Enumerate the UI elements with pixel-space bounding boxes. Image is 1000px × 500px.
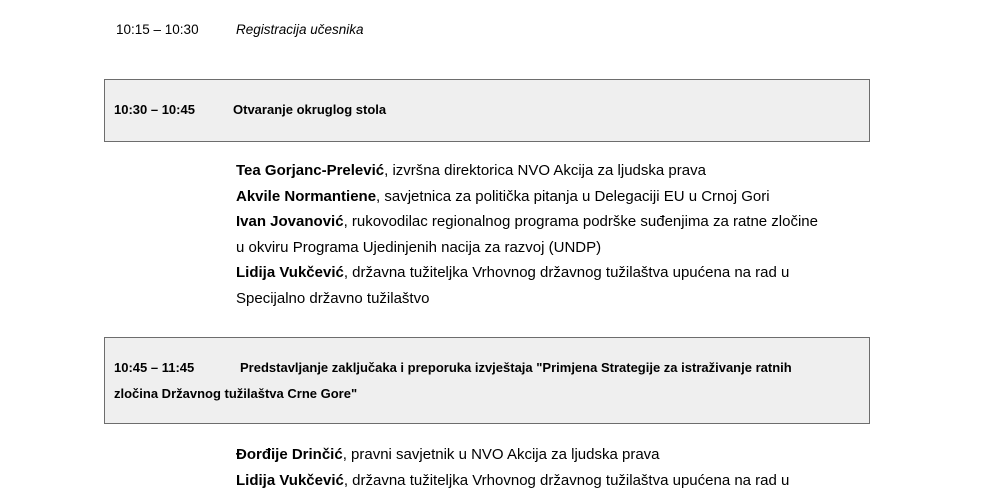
speaker-role: , državna tužiteljka Vrhovnog državnog tužilaštva upućena na rad u [343, 264, 790, 281]
speakers-list-opening [236, 158, 818, 311]
speaker-line [236, 158, 818, 184]
speaker-name: Akvile Normantiene [236, 187, 377, 205]
speaker-role: , pravni savjetnik u NVO Akcija za ljudska prava [342, 446, 660, 463]
speaker-name: Ivan Jovanović [236, 213, 344, 230]
speaker-name: Lidija Vukčević [236, 471, 344, 489]
speaker-role: , državna tužiteljka Vrhovnog državnog tužilaštva upućena na rad u [343, 471, 790, 489]
session-box-presentation [104, 337, 870, 424]
speaker-line [236, 184, 818, 210]
speaker-line [236, 209, 818, 235]
speaker-line [236, 260, 818, 286]
speaker-name: Đorđije Drinčić [236, 446, 343, 463]
session-box-opening [104, 79, 870, 142]
session-time-registration: 10:15 – 10:30 [116, 22, 199, 37]
speaker-name: Tea Gorjanc-Prelević [236, 162, 385, 179]
speaker-line-continuation: Specijalno državno tužilaštvo [236, 289, 430, 307]
speaker-role: , rukovodilac regionalnog programa podrške suđenjima za ratne zločine [343, 213, 818, 230]
speaker-line [236, 442, 789, 468]
session-title-opening: Otvaranje okruglog stola [233, 102, 387, 117]
speaker-line [236, 468, 789, 494]
speakers-list-presentation [236, 442, 789, 493]
session-title-registration: Registracija učesnika [236, 22, 364, 37]
session-title-presentation-line2: zločina Državnog tužilaštva Crne Gore" [114, 386, 358, 401]
speaker-role: , izvršna direktorica NVO Akcija za ljudska prava [384, 162, 706, 179]
speaker-role: , savjetnica za politička pitanja u Delegaciji EU u Crnoj Gori [376, 187, 770, 205]
session-title-presentation-line1: Predstavljanje zaključaka i preporuka izvještaja "Primjena Strategije za istraživanje ratnih [240, 360, 792, 375]
speaker-name: Lidija Vukčević [236, 264, 344, 281]
session-time-opening: 10:30 – 10:45 [114, 102, 195, 117]
speaker-line-continuation: u okviru Programa Ujedinjenih nacija za razvoj (UNDP) [236, 238, 602, 256]
session-time-presentation: 10:45 – 11:45 [114, 360, 195, 375]
